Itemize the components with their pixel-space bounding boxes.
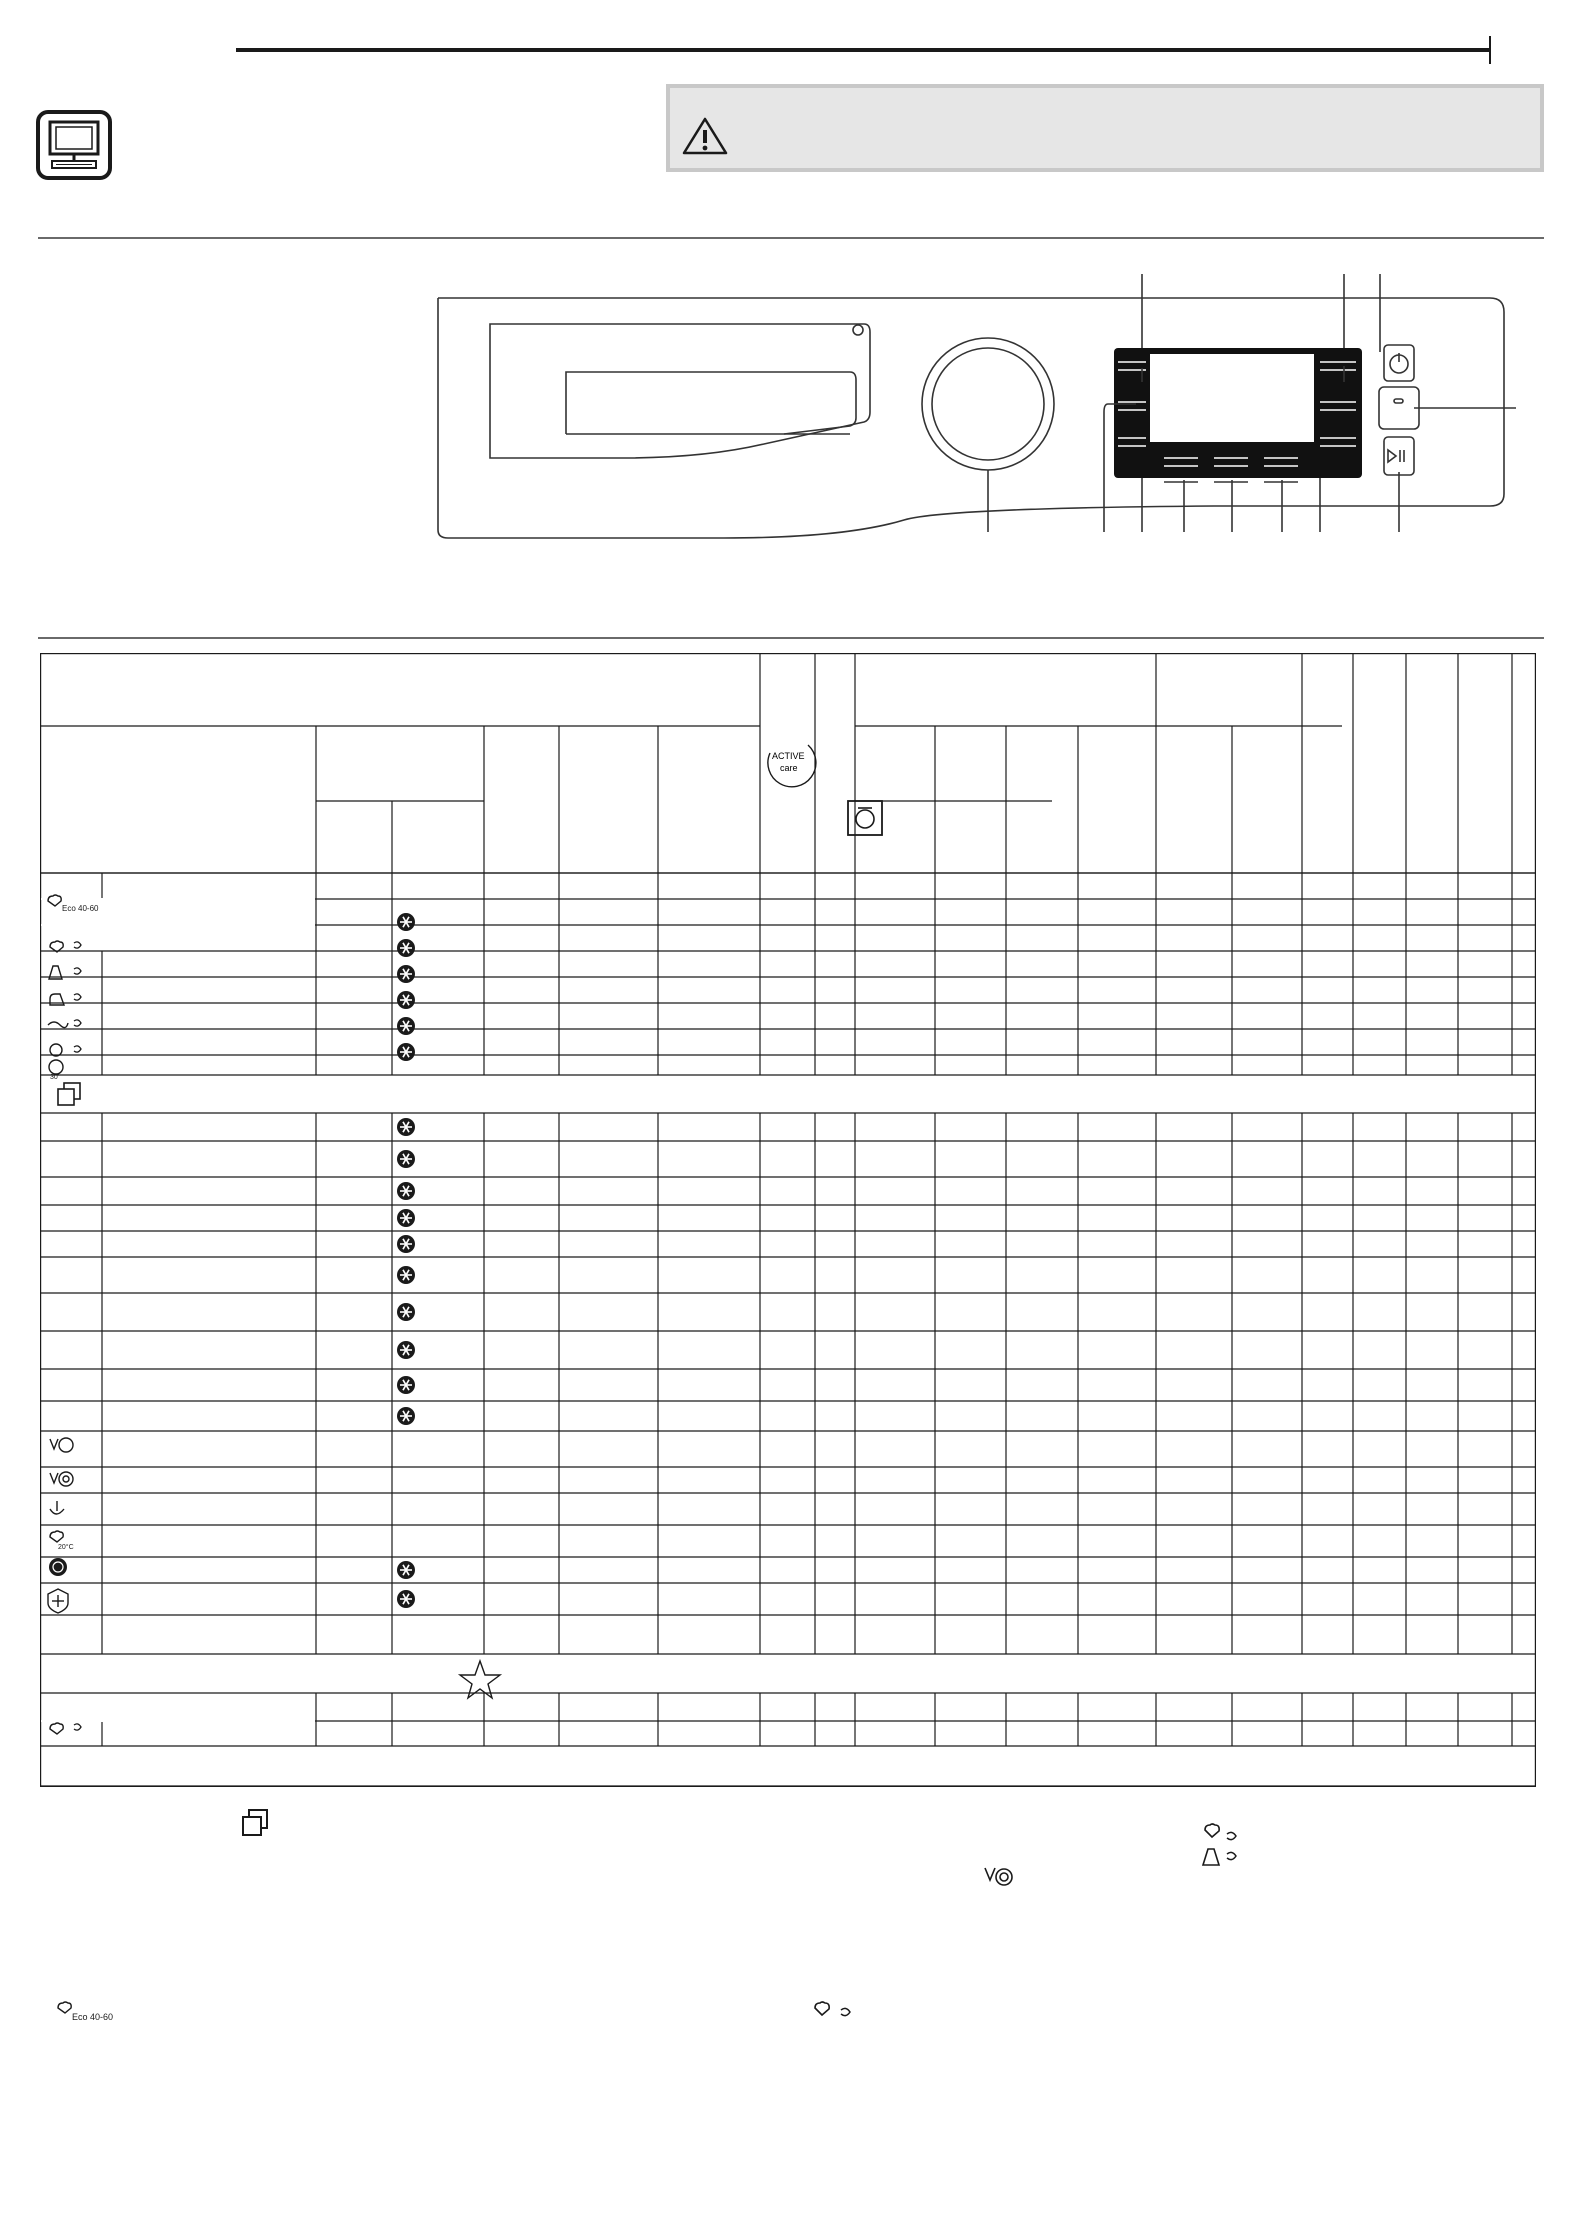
snowflake-icon xyxy=(397,1017,415,1035)
quick-30-icon xyxy=(49,1060,63,1081)
warning-box xyxy=(666,84,1544,172)
hygiene-icon xyxy=(48,1589,68,1613)
programme-table xyxy=(40,653,1536,1787)
rinse-spin-icon xyxy=(50,1438,73,1452)
snowflake-icon xyxy=(397,939,415,957)
svg-text:30': 30' xyxy=(50,1074,60,1081)
snowflake-icon xyxy=(397,1266,415,1284)
warning-triangle-icon xyxy=(682,116,728,156)
cotton-icon xyxy=(50,941,81,952)
snowflake-icon xyxy=(397,1407,415,1425)
active-care-text-2: care xyxy=(780,763,798,773)
multi-programme-icon xyxy=(240,1808,270,1838)
steam-icon xyxy=(49,1558,67,1576)
section-rule-2 xyxy=(38,637,1544,639)
eco-40-60-icon xyxy=(48,895,99,913)
snowflake-icon xyxy=(397,1235,415,1253)
eco-40-60-icon xyxy=(54,2000,124,2022)
active-care-text: ACTIVE xyxy=(772,751,805,761)
delicates-icon xyxy=(48,1020,81,1028)
stain-icon xyxy=(848,801,882,835)
header-rule xyxy=(236,48,1490,52)
snowflake-icon xyxy=(397,913,415,931)
snowflake-icon xyxy=(397,1043,415,1061)
wool-icon xyxy=(50,1044,81,1056)
synthetic-icon xyxy=(1200,1846,1222,1868)
snowflake-icon xyxy=(397,1590,415,1608)
spin-icon-footnote xyxy=(838,2006,854,2020)
svg-text:Eco 40-60: Eco 40-60 xyxy=(62,904,99,913)
spin-icon-2 xyxy=(1224,1850,1240,1864)
header-rule-tick xyxy=(1489,36,1491,64)
eco-label-footnote: Eco 40-60 xyxy=(72,2012,114,2022)
snowflake-icon xyxy=(397,1150,415,1168)
snowflake-icon xyxy=(397,1118,415,1136)
cotton-icon xyxy=(1200,1822,1224,1844)
spin-icon xyxy=(1224,1830,1240,1844)
cotton-icon-bottom xyxy=(50,1723,81,1734)
drain-icon xyxy=(50,1501,64,1514)
monitor-icon xyxy=(36,110,112,180)
multi-programme-icon xyxy=(58,1083,80,1105)
snowflake-icon xyxy=(397,1341,415,1359)
cotton-icon-footnote xyxy=(810,2000,834,2022)
snowflake-icon xyxy=(397,1303,415,1321)
section-rule-1 xyxy=(38,237,1544,239)
snowflake-icon xyxy=(397,1561,415,1579)
snowflake-icon xyxy=(397,1376,415,1394)
control-panel-diagram xyxy=(424,262,1516,542)
svg-text:20°C: 20°C xyxy=(58,1544,74,1551)
spin-drain-icon xyxy=(50,1472,73,1486)
active-care-logo xyxy=(768,745,816,787)
snowflake-icon xyxy=(397,965,415,983)
snowflake-icon xyxy=(397,1209,415,1227)
cotton-20c-icon xyxy=(50,1531,74,1551)
rinse-spin-icon xyxy=(982,1864,1016,1890)
snowflake-icon xyxy=(397,1182,415,1200)
snowflake-icon xyxy=(397,991,415,1009)
